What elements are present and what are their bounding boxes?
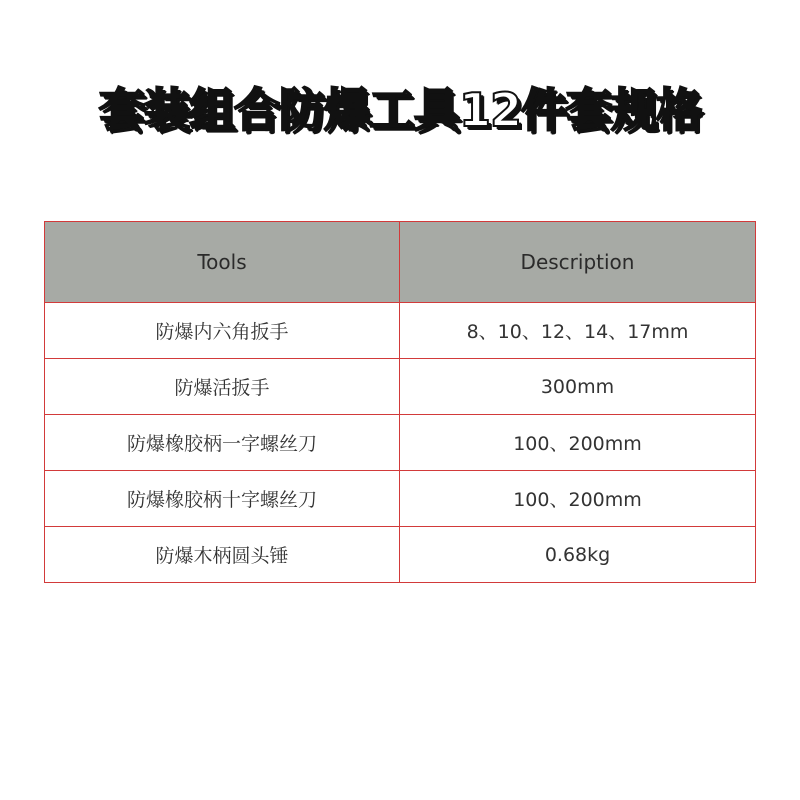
table-row: [45, 415, 756, 471]
tool-name-cell: 防爆活扳手: [45, 359, 400, 415]
spec-table: [44, 221, 756, 583]
column-header-tools: Tools: [45, 222, 400, 303]
tool-name-cell: 防爆橡胶柄十字螺丝刀: [45, 471, 400, 527]
description-cell: 8、10、12、14、17mm: [400, 303, 756, 359]
table-row: [45, 527, 756, 583]
description-cell: 300mm: [400, 359, 756, 415]
page-title: 套装组合防爆工具12件套规格: [98, 83, 701, 137]
description-cell: 100、200mm: [400, 471, 756, 527]
table-row: [45, 471, 756, 527]
tool-name-cell: 防爆橡胶柄一字螺丝刀: [45, 415, 400, 471]
description-cell: 100、200mm: [400, 415, 756, 471]
table-row: [45, 359, 756, 415]
table-header-row: [45, 222, 756, 303]
table-row: [45, 303, 756, 359]
tool-name-cell: 防爆木柄圆头锤: [45, 527, 400, 583]
tool-name-cell: 防爆内六角扳手: [45, 303, 400, 359]
column-header-description: Description: [400, 222, 756, 303]
description-cell: 0.68kg: [400, 527, 756, 583]
